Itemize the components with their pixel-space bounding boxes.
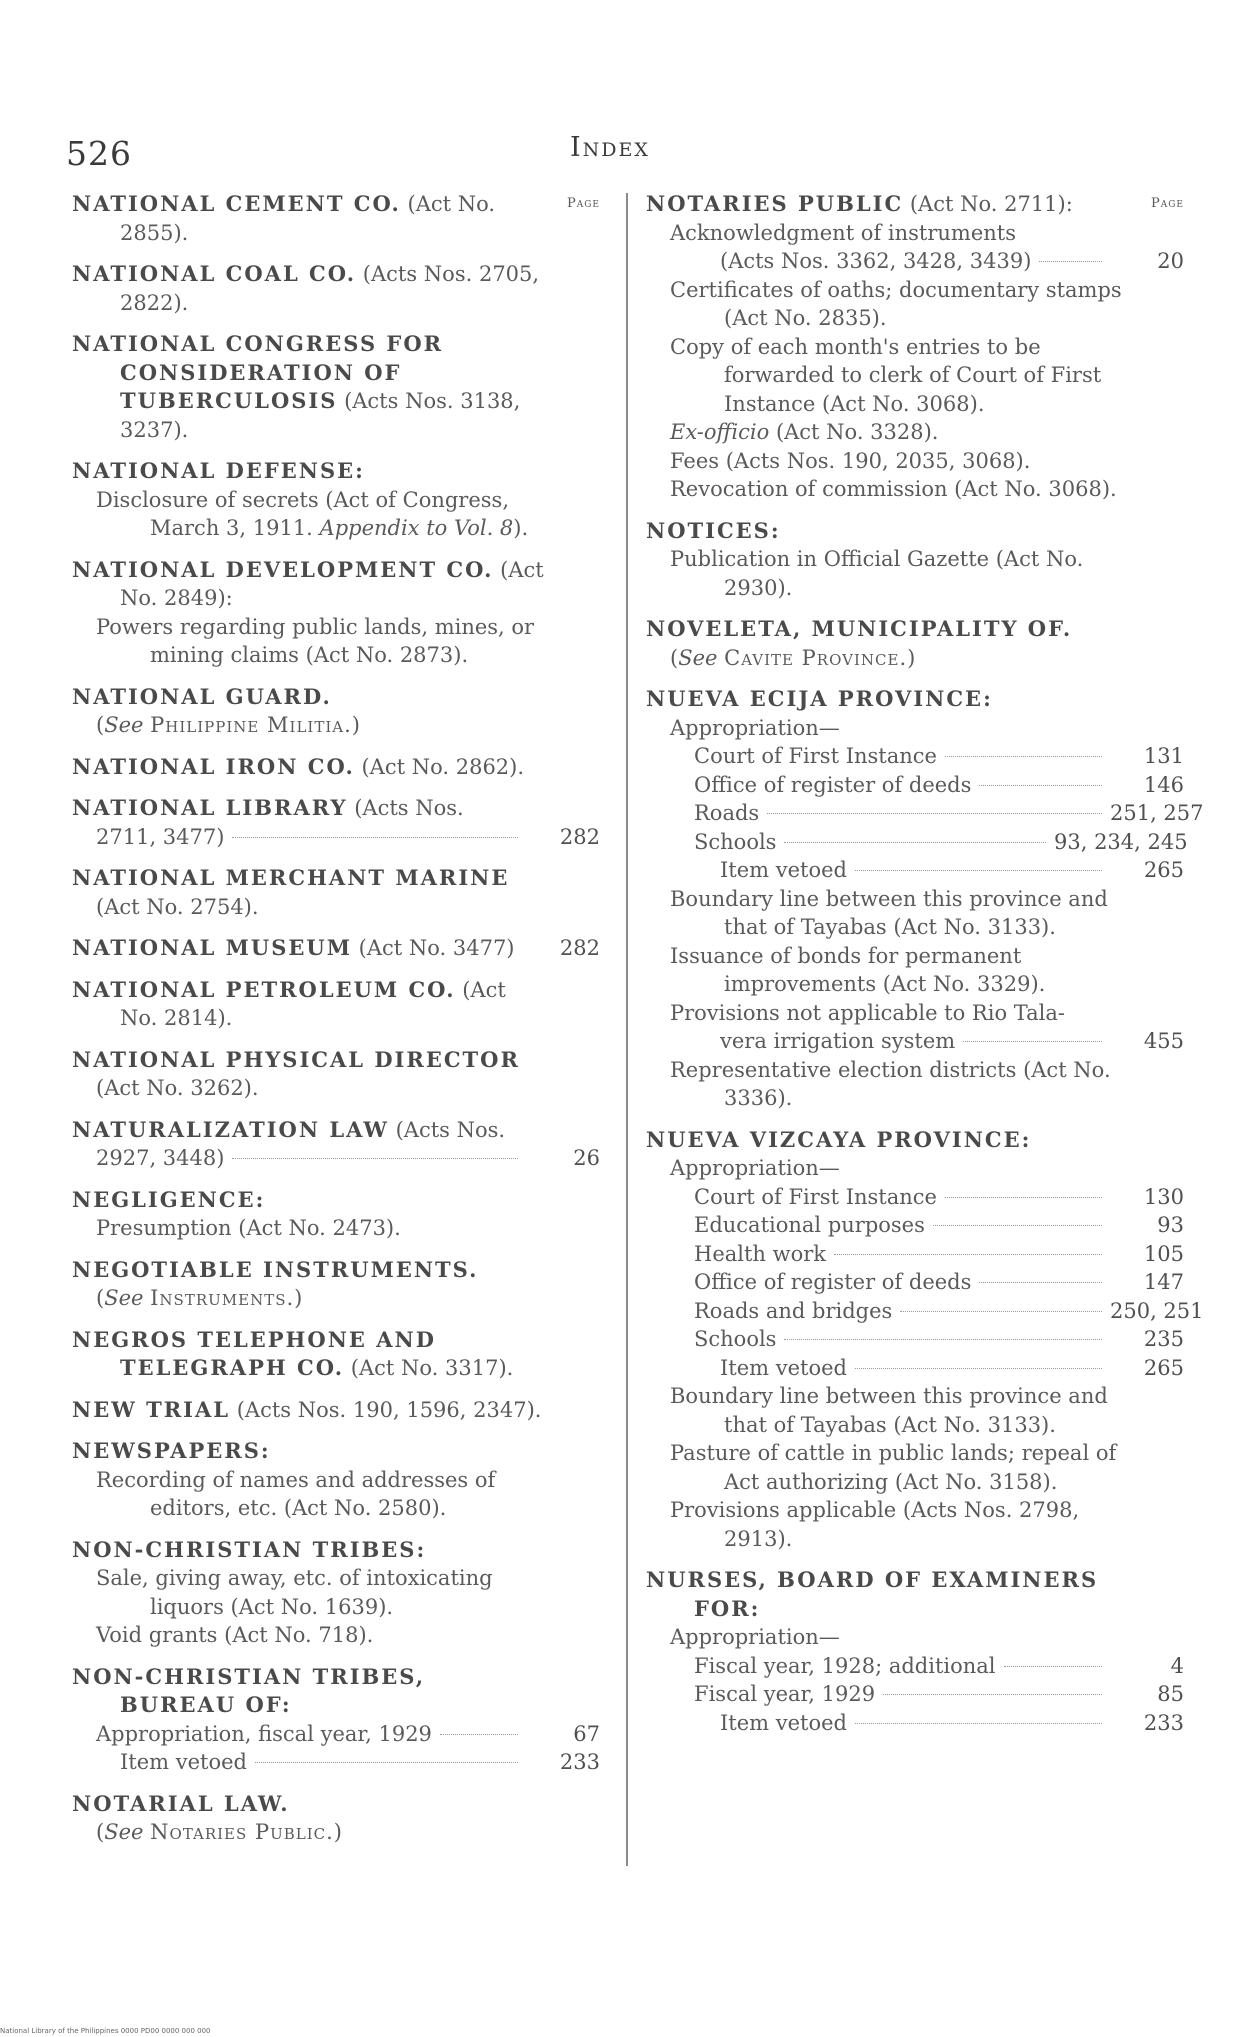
- page-reference: 282: [559, 824, 600, 849]
- entry-text: 2927, 3448): [96, 1146, 225, 1170]
- dot-leader: [900, 1311, 1102, 1312]
- entry-text: 2711, 3477): [96, 824, 225, 849]
- index-entry: [72, 934, 600, 963]
- entry-heading: NON-CHRISTIAN TRIBES, BUREAU OF:: [72, 1663, 426, 1717]
- entry-heading: NURSES, BOARD OF EXAMINERS FOR:: [646, 1567, 1099, 1621]
- dot-leader: [945, 756, 1102, 757]
- index-entry: [72, 260, 600, 317]
- page-reference: 265: [1143, 858, 1184, 882]
- entry-headline: [646, 190, 1184, 219]
- dot-leader: [232, 1158, 518, 1159]
- index-entry: [72, 753, 600, 782]
- sub-entry-italic: Appendix to Vol. 8: [319, 516, 514, 540]
- sub-entry: Publication in Official Gazette (Act No. 2930).: [670, 547, 1084, 600]
- entry-heading: NON-CHRISTIAN TRIBES:: [72, 1536, 427, 1562]
- sub-entry-text: Schools: [694, 1327, 777, 1351]
- index-entry: [72, 1396, 600, 1425]
- sub-entry: Sale, giving away, etc. of intoxicating liquors (Act No. 1639).: [96, 1566, 493, 1619]
- sub-entry-text: Educational purposes: [694, 1213, 925, 1237]
- sub-entry-text: Office of register of deeds: [694, 1270, 972, 1294]
- sub-entry-text: (Act No. 3328).: [769, 420, 939, 444]
- entry-heading: NATIONAL GUARD.: [72, 683, 332, 709]
- page-reference: 93, 234, 245: [1054, 829, 1188, 854]
- page-column-label: Page: [1150, 196, 1184, 211]
- entry-heading: NEW TRIAL: [72, 1396, 231, 1422]
- index-entry: [72, 1046, 600, 1103]
- page-reference: 265: [1143, 1355, 1184, 1380]
- index-entry: [72, 190, 600, 247]
- index-entry: [72, 1116, 600, 1173]
- entry-page-row: [72, 1720, 600, 1749]
- sub-entry-text: Fiscal year, 1928; additional: [694, 1653, 996, 1678]
- cross-reference: (See Cavite Province.): [670, 645, 916, 670]
- entry-page-row: [646, 799, 1204, 828]
- sub-entry: Appropriation—: [670, 1625, 840, 1649]
- index-entry: [72, 1256, 600, 1313]
- cross-reference: (See Philippine Militia.): [96, 713, 360, 737]
- index-entry: [646, 190, 1184, 504]
- page-reference: 105: [1143, 1241, 1184, 1266]
- entry-heading: NATIONAL DEVELOPMENT CO.: [72, 556, 494, 582]
- sub-entry: Powers regarding public lands, mines, or mining claims (Act No. 2873).: [96, 614, 535, 667]
- sub-entry: Appropriation—: [670, 715, 840, 740]
- entry-heading: NEGLIGENCE:: [72, 1186, 266, 1212]
- page-reference: 147: [1143, 1270, 1184, 1294]
- sub-entry: Presumption (Act No. 2473).: [96, 1216, 401, 1240]
- dot-leader: [855, 1723, 1102, 1724]
- page-reference: 85: [1157, 1682, 1184, 1706]
- see-label: See: [678, 645, 718, 670]
- sub-entry-text: Court of First Instance: [694, 744, 937, 768]
- entry-heading: NATIONAL CONGRESS FOR CONSIDERATION OF TUBERCULOSIS: [72, 331, 444, 413]
- entry-heading: NOTICES:: [646, 517, 781, 543]
- index-entry: [646, 1566, 1184, 1737]
- dot-leader: [784, 842, 1046, 843]
- dot-leader: [784, 1339, 1102, 1340]
- entry-text: (Act No. 2711):: [903, 192, 1073, 216]
- entry-text: (Acts Nos. 190, 1596, 2347).: [230, 1397, 542, 1422]
- sub-entry-text: Item vetoed: [120, 1750, 247, 1774]
- sub-entry: Revocation of commission (Act No. 3068).: [670, 477, 1117, 501]
- page-reference: 233: [559, 1750, 600, 1774]
- index-entry: [72, 556, 600, 670]
- entry-text: (Act No. 2855).: [120, 192, 496, 245]
- sub-entry-text: Fiscal year, 1929: [694, 1682, 876, 1706]
- sub-entry-end: ).: [513, 516, 529, 540]
- page-number: 526: [66, 134, 132, 173]
- page-reference: 146: [1143, 772, 1184, 797]
- page-reference: 4: [1170, 1653, 1184, 1678]
- sub-entry: Boundary line between this province and that of Tayabas (Act No. 3133).: [670, 886, 1108, 939]
- entry-text: (Act No. 2814).: [120, 977, 506, 1030]
- entry-page-row: [646, 1652, 1184, 1681]
- page-reference: 282: [559, 936, 600, 960]
- page-reference: 131: [1143, 744, 1184, 768]
- entry-page-row: [646, 828, 1188, 857]
- cross-reference: (See Instruments.): [96, 1286, 303, 1310]
- see-label: See: [104, 1820, 144, 1844]
- page-reference: 20: [1157, 249, 1184, 273]
- sub-entry: Acknowledgment of instruments: [670, 220, 1016, 245]
- entry-page-row: [72, 1748, 600, 1777]
- sub-entry-text: Roads and bridges: [694, 1298, 893, 1323]
- entry-text: (Act No. 3317).: [344, 1356, 514, 1380]
- entry-text: (Act No. 3477): [351, 936, 515, 960]
- sub-entry: Issuance of bonds for permanent improvements (Act No. 3329).: [670, 943, 1046, 996]
- sub-entry: Fees (Acts Nos. 190, 2035, 3068).: [670, 448, 1031, 473]
- dot-leader: [933, 1225, 1102, 1226]
- entry-text: (Act No. 2862).: [354, 754, 525, 779]
- entry-page-row: [646, 1297, 1204, 1326]
- sub-entry-text: Office of register of deeds: [694, 772, 972, 797]
- index-entry: [72, 976, 600, 1033]
- entry-heading: NOTARIAL LAW.: [72, 1790, 290, 1816]
- entry-text: (Acts Nos.: [347, 796, 464, 820]
- sub-entry: [72, 486, 600, 543]
- sub-entry: [646, 418, 1184, 447]
- entry-heading: NATURALIZATION LAW: [72, 1116, 389, 1142]
- dot-leader: [232, 837, 518, 838]
- dot-leader: [767, 813, 1102, 814]
- page-reference: 26: [573, 1146, 600, 1170]
- page-reference: 130: [1143, 1184, 1184, 1209]
- dot-leader: [883, 1694, 1102, 1695]
- sub-entry-text: Schools: [694, 829, 777, 854]
- sub-entry: Appropriation—: [670, 1156, 840, 1180]
- sub-entry-text: (Acts Nos. 3362, 3428, 3439): [720, 249, 1032, 273]
- entry-page-row: [646, 1183, 1184, 1212]
- entry-text: (Acts Nos. 3138, 3237).: [120, 389, 521, 442]
- index-entry: [72, 1790, 600, 1847]
- dot-leader: [979, 785, 1102, 786]
- cross-reference-target: Cavite Province.: [724, 645, 908, 670]
- sub-entry-text: Item vetoed: [720, 858, 847, 882]
- entry-page-row: [72, 823, 600, 852]
- entry-page-row: [646, 742, 1184, 771]
- sub-entry-text: Appropriation, fiscal year, 1929: [96, 1721, 432, 1746]
- cross-reference: (See Notaries Public.): [96, 1820, 342, 1844]
- dot-leader: [855, 1368, 1102, 1369]
- sub-entry-text: Court of First Instance: [694, 1184, 937, 1209]
- right-column: [646, 190, 1204, 1750]
- entry-page-row: [646, 1211, 1184, 1240]
- entry-page-row: [646, 1709, 1184, 1738]
- entry-page-row: [646, 1268, 1184, 1297]
- entry-headline: [72, 1116, 600, 1145]
- page-reference: 250, 251: [1110, 1298, 1204, 1323]
- entry-heading: NATIONAL CEMENT CO.: [72, 191, 401, 216]
- entry-headline: [72, 794, 600, 823]
- page-reference: 93: [1157, 1213, 1184, 1237]
- sub-entry: Boundary line between this province and that of Tayabas (Act No. 3133).: [670, 1384, 1108, 1437]
- sub-entry: Certificates of oaths; documentary stamps (Act No. 2835).: [670, 277, 1122, 330]
- entry-heading: NUEVA VIZCAYA PROVINCE:: [646, 1126, 1032, 1152]
- left-column: [72, 190, 600, 1860]
- entry-heading: NATIONAL IRON CO.: [72, 753, 355, 779]
- dot-leader: [440, 1734, 518, 1735]
- index-entry: [72, 683, 600, 740]
- see-label: See: [104, 1286, 144, 1310]
- page-column-label: Page: [566, 196, 600, 211]
- sub-entry: Copy of each month's entries to be forwarded to clerk of Court of First Instance (Act No. 3068).: [670, 334, 1102, 416]
- page-reference: 455: [1143, 1029, 1184, 1053]
- sub-entry: Provisions not applicable to Rio Tala-: [670, 1000, 1066, 1025]
- sub-entry-text: Roads: [694, 801, 760, 825]
- entry-text: (Act No. 2849):: [120, 557, 544, 610]
- entry-heading: NUEVA ECIJA PROVINCE:: [646, 686, 993, 711]
- page-reference: 251, 257: [1110, 801, 1204, 825]
- dot-leader: [834, 1254, 1102, 1255]
- sub-entry: Void grants (Act No. 718).: [96, 1623, 374, 1647]
- index-entry: [72, 864, 600, 921]
- dot-leader: [1004, 1666, 1102, 1667]
- sub-entry-italic: Ex-officio: [670, 420, 770, 444]
- entry-page-row: [646, 1027, 1184, 1056]
- page-reference: 67: [573, 1721, 600, 1746]
- index-entry: [646, 1126, 1204, 1554]
- entry-heading: NATIONAL PHYSICAL DIRECTOR: [72, 1046, 520, 1072]
- entry-heading: NEWSPAPERS:: [72, 1438, 271, 1463]
- entry-heading: NOTARIES PUBLIC: [646, 191, 904, 216]
- cross-reference-target: Notaries Public.: [150, 1820, 334, 1844]
- entry-heading: NATIONAL DEFENSE:: [72, 458, 365, 483]
- dot-leader: [945, 1197, 1102, 1198]
- scan-footer: National Library of the Philippines 0000 PD00 0000 000 000: [0, 2027, 211, 2035]
- sub-entry: Recording of names and addresses of editors, etc. (Act No. 2580).: [96, 1467, 496, 1520]
- dot-leader: [855, 870, 1102, 871]
- entry-page-row: [646, 771, 1184, 800]
- index-entry: [72, 1186, 600, 1243]
- index-entry: [72, 1437, 600, 1523]
- entry-page-row: [646, 1240, 1184, 1269]
- entry-heading: NEGROS TELEPHONE AND TELEGRAPH CO.: [72, 1326, 436, 1380]
- index-entry: [72, 1536, 600, 1650]
- entry-heading: NATIONAL MERCHANT MARINE: [72, 865, 510, 890]
- dot-leader: [1039, 261, 1102, 262]
- index-entry: [72, 1663, 600, 1777]
- sub-entry-text: Item vetoed: [720, 1355, 847, 1380]
- entry-page-row: [646, 1680, 1184, 1709]
- index-entry: [646, 685, 1204, 1113]
- running-head: Index: [570, 132, 650, 163]
- entry-page-row: [646, 1325, 1184, 1354]
- index-entry: [72, 794, 600, 851]
- see-label: See: [104, 713, 144, 737]
- index-entry: [72, 1326, 600, 1383]
- entry-heading: NATIONAL PETROLEUM CO.: [72, 976, 456, 1002]
- entry-page-row: [646, 1354, 1184, 1383]
- dot-leader: [963, 1041, 1102, 1042]
- dot-leader: [255, 1762, 518, 1763]
- column-divider: [626, 193, 628, 1866]
- entry-text: (Acts Nos.: [388, 1117, 506, 1142]
- sub-entry-text: Disclosure of secrets (Act of Congress, March 3, 1911.: [96, 487, 510, 540]
- sub-entry: Representative election districts (Act No. 3336).: [670, 1057, 1111, 1110]
- sub-entry-text: Health work: [694, 1241, 826, 1266]
- entry-text: (Act No. 3262).: [96, 1076, 259, 1100]
- entry-heading: NATIONAL MUSEUM: [72, 935, 352, 960]
- entry-page-row: [646, 856, 1184, 885]
- index-entry: [72, 330, 600, 444]
- sub-entry-text: Item vetoed: [720, 1710, 847, 1735]
- page-reference: 235: [1143, 1327, 1184, 1351]
- entry-page-row: [646, 247, 1184, 276]
- entry-heading: NATIONAL COAL CO.: [72, 261, 357, 286]
- entry-text: (Act No. 2754).: [96, 894, 259, 919]
- sub-entry: Provisions applicable (Acts Nos. 2798, 2913).: [670, 1498, 1080, 1551]
- page-reference: 233: [1143, 1710, 1184, 1735]
- cross-reference-target: Philippine Militia.: [150, 713, 352, 737]
- entry-page-row: [72, 1144, 600, 1173]
- entry-headline: [72, 556, 600, 613]
- sub-entry-text: vera irrigation system: [720, 1029, 956, 1053]
- dot-leader: [979, 1282, 1102, 1283]
- cross-reference-target: Instruments.: [150, 1286, 295, 1310]
- index-entry: [646, 517, 1184, 603]
- entry-heading: NEGOTIABLE INSTRUMENTS.: [72, 1256, 479, 1282]
- sub-entry: Pasture of cattle in public lands; repeal of Act authorizing (Act No. 3158).: [670, 1441, 1117, 1494]
- entry-text: (Acts Nos. 2705, 2822).: [120, 262, 540, 315]
- entry-heading: NOVELETA, MUNICIPALITY OF.: [646, 616, 1073, 641]
- index-entry: [646, 615, 1184, 672]
- entry-heading: NATIONAL LIBRARY: [72, 795, 348, 820]
- index-entry: [72, 457, 600, 543]
